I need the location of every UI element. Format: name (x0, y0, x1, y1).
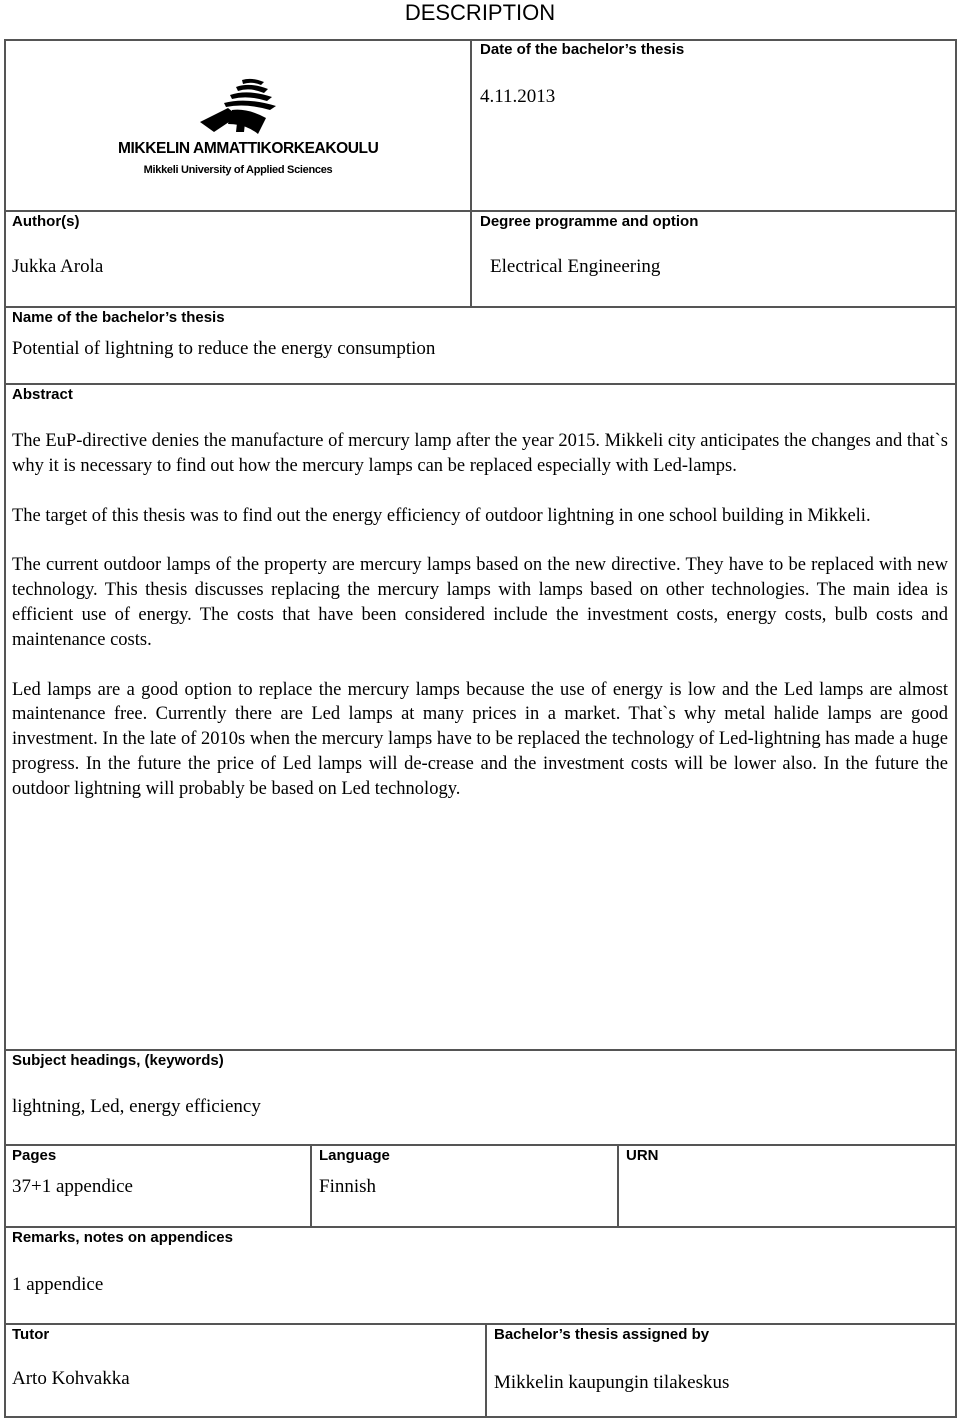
logo-subtitle: Mikkeli University of Applied Sciences (143, 164, 333, 176)
grid-line (955, 39, 957, 1418)
language-label: Language (319, 1147, 390, 1164)
grid-line (4, 210, 956, 212)
university-logo (118, 74, 379, 184)
assigned-value: Mikkelin kaupungin tilakeskus (494, 1372, 730, 1393)
document-title: DESCRIPTION (404, 0, 556, 25)
tutor-value: Arto Kohvakka (12, 1368, 130, 1389)
tutor-label: Tutor (12, 1326, 50, 1343)
keywords-label: Subject headings, (keywords) (12, 1052, 224, 1069)
grid-line (4, 39, 6, 1418)
grid-line (310, 1144, 312, 1227)
language-value: Finnish (319, 1176, 377, 1197)
logo-name: MIKKELIN AMMATTIKORKEAKOULU (118, 140, 379, 157)
assigned-label: Bachelor’s thesis assigned by (494, 1326, 710, 1343)
keywords-value: lightning, Led, energy efficiency (12, 1096, 261, 1117)
remarks-label: Remarks, notes on appendices (12, 1229, 233, 1246)
date-label: Date of the bachelor’s thesis (480, 41, 685, 58)
grid-line (485, 1323, 487, 1417)
urn-label: URN (626, 1147, 659, 1164)
grid-line (4, 1416, 956, 1418)
abstract-paragraph: The current outdoor lamps of the property are mercury lamps based on the new directive. They have to be replaced with new technology. This thesis discusses replacing the mercury lamps with lamps based on other technologies. The main idea is efficient use of energy. The costs that have been considered include the investment costs, energy costs, bulb costs and maintenance costs. (12, 555, 948, 650)
degree-label: Degree programme and option (480, 213, 699, 230)
abstract-paragraph: Led lamps are a good option to replace the mercury lamps because the use of energy is low and the Led lamps are almost maintenance free. Currently there are Led lamps at many prices in a market. That`s why metal halide lamps are good investment. In the late of 2010s when the mercury lamps have to be replaced the technology of Led-lightning has made a huge progress. In the future the price of Led lamps will de-crease and the investment costs will be lower also. In the future the outdoor lightning will probably be based on Led technology. (12, 679, 949, 799)
author-value: Jukka Arola (12, 256, 104, 277)
date-value: 4.11.2013 (480, 86, 556, 107)
thesis-name-label: Name of the bachelor’s thesis (12, 309, 225, 326)
grid-line (4, 1049, 956, 1051)
abstract-paragraph: The target of this thesis was to find out the energy efficiency of outdoor lightning in one school building in Mikkeli. (12, 505, 871, 526)
pages-label: Pages (12, 1147, 57, 1164)
degree-value: Electrical Engineering (490, 256, 661, 277)
grid-line (617, 1144, 619, 1227)
abstract-label: Abstract (12, 386, 73, 403)
thesis-name-value: Potential of lightning to reduce the energy consumption (12, 338, 436, 359)
pages-value: 37+1 appendice (12, 1176, 133, 1197)
author-label: Author(s) (12, 213, 80, 230)
grid-line (4, 1226, 956, 1228)
abstract-body (12, 429, 948, 827)
abstract-paragraph: The EuP-directive denies the manufacture of mercury lamp after the year 2015. Mikkeli city anticipates the changes and that`s why it is necessary to find out how the mercury lamps can be replaced especially with Led-lamps. (12, 431, 948, 476)
grid-line (4, 383, 956, 385)
book-waves-icon (198, 78, 278, 136)
grid-line (4, 306, 956, 308)
remarks-value: 1 appendice (12, 1274, 104, 1295)
grid-line (4, 1144, 956, 1146)
grid-line (4, 1323, 956, 1325)
grid-line (470, 39, 472, 307)
